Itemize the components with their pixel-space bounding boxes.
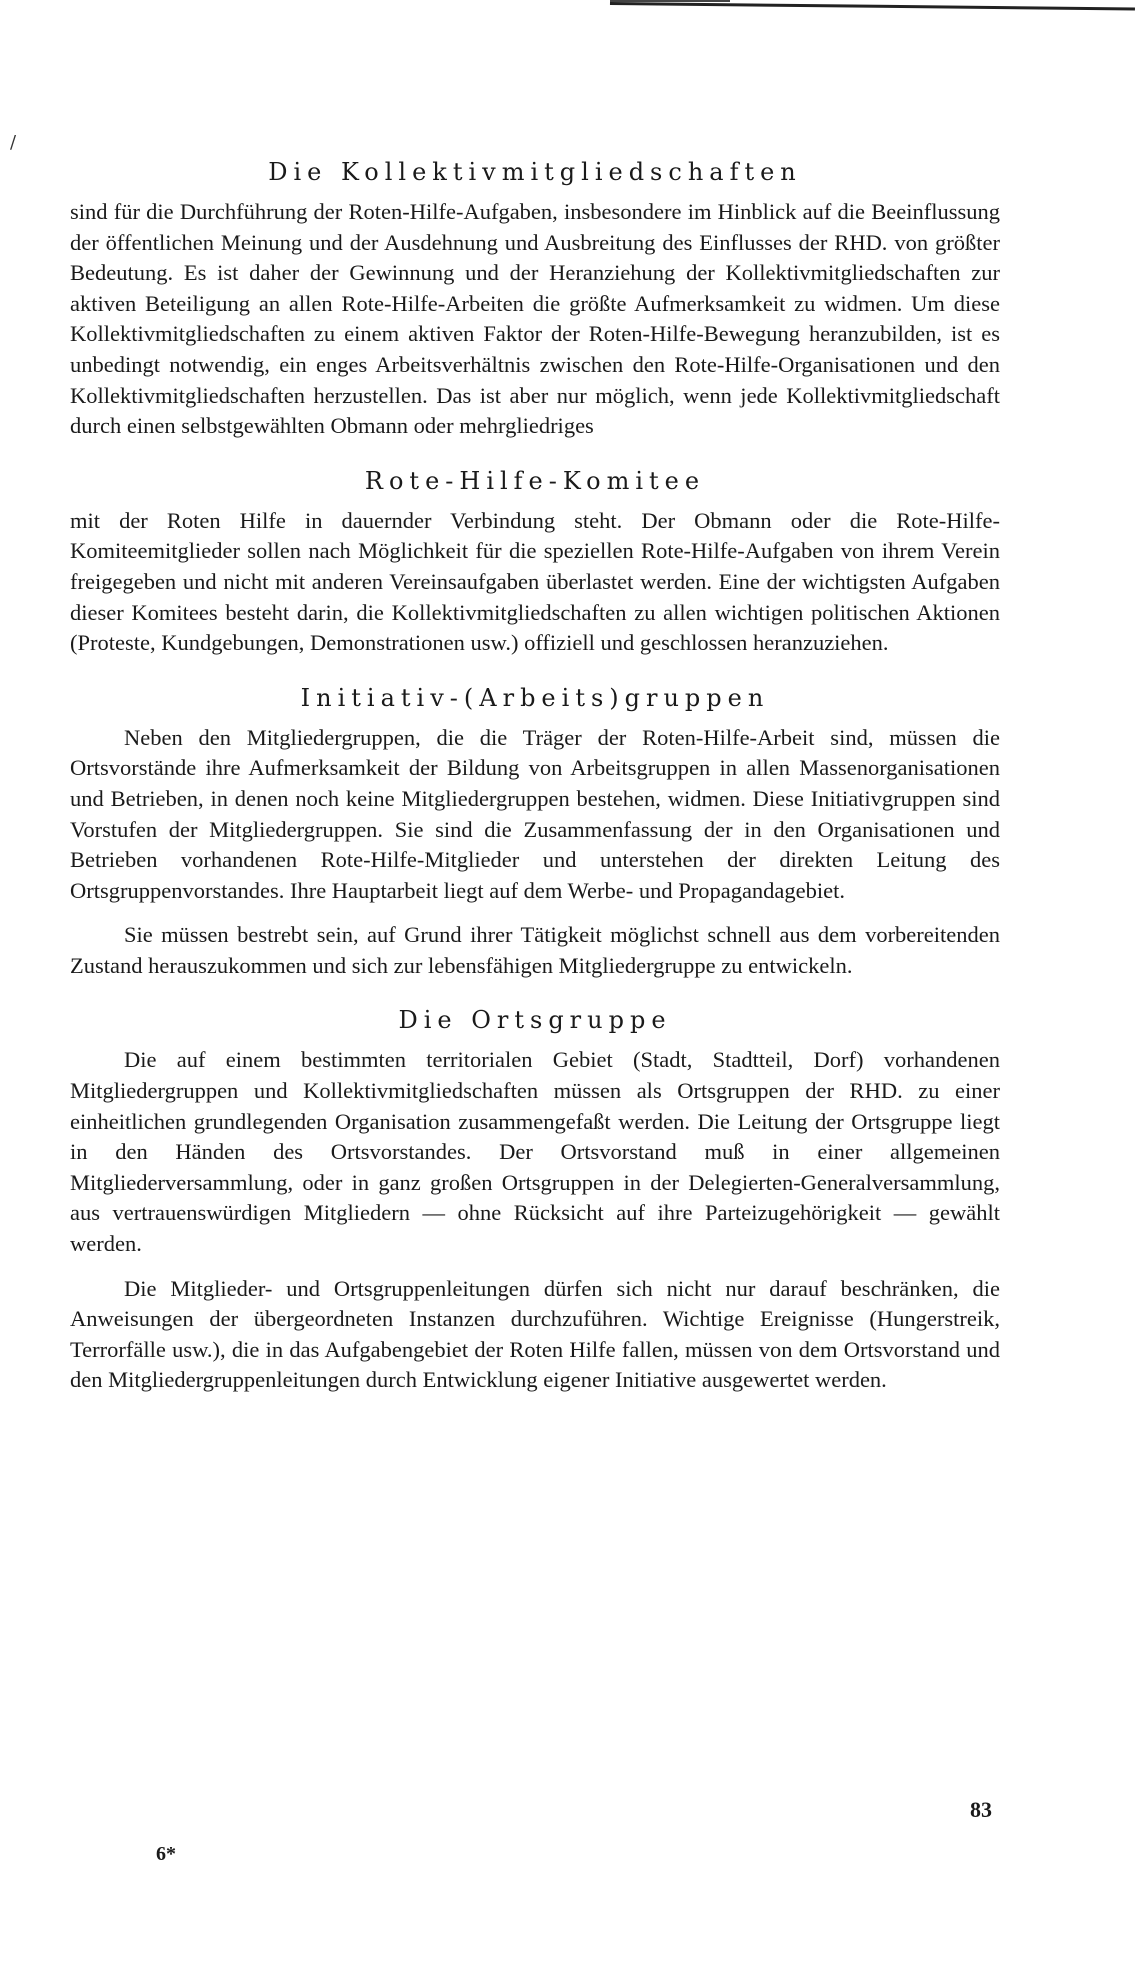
document-body — [70, 155, 1000, 1396]
section-heading-kollektivmitgliedschaften: Die Kollektivmitgliedschaften — [268, 158, 802, 186]
paragraph: Neben den Mitgliedergruppen, die die Träger der Roten-Hilfe-Arbeit sind, müssen die Ortsvorstände ihre Aufmerksamkeit der Bildung von Arbeitsgruppen in allen Massenorganisationen und Betrieben, in denen noch keine Mitgliedergruppen bestehen, widmen. Diese Initiativgruppen sind Vorstufen der Mitgliedergruppen. Sie sind die Zusammenfassung der in den Organisationen und Betrieben vorhandenen Rote-Hilfe-Mitglieder und unterstehen der direkten Leitung des Ortsgruppenvorstandes. Ihre Hauptarbeit liegt auf dem Werbe- und Propagandagebiet. — [70, 724, 1000, 903]
section-heading-initiativgruppen: Initiativ-(Arbeits)gruppen — [300, 683, 770, 712]
paragraph: sind für die Durchführung der Roten-Hilfe-Aufgaben, insbesondere im Hinblick auf die Beeinflussung der öffentlichen Meinung und der Ausdehnung und Ausbreitung des Einflusses der RHD. von größter Bedeutung. Es ist daher der Gewinnung und der Heranziehung der Kollektivmitgliedschaften zur aktiven Beteiligung an allen Rote-Hilfe-Arbeiten die größte Aufmerksamkeit zu widmen. Um diese Kollektivmitgliedschaften zu einem aktiven Faktor der Roten-Hilfe-Bewegung heranzubilden, ist es unbedingt notwendig, ein enges Arbeitsverhältnis zwischen den Rote-Hilfe-Organisationen und den Kollektivmitgliedschaften herzustellen. Das ist aber nur möglich, wenn jede Kollektivmitgliedschaft durch einen selbstgewählten Obmann oder mehrgliedriges — [70, 199, 1000, 439]
section-heading-rote-hilfe-komitee: Rote-Hilfe-Komitee — [364, 466, 706, 495]
top-rule — [610, 2, 1135, 10]
page-number: 83 — [970, 1797, 992, 1822]
section-heading-ortsgruppe: Die Ortsgruppe — [398, 1006, 672, 1035]
paragraph: Die Mitglieder- und Ortsgruppenleitungen dürfen sich nicht nur darauf beschränken, die Anweisungen der übergeordneten Instanzen durchzuführen. Wichtige Ereignisse (Hungerstreik, Terrorfälle usw.), die in das Aufgabengebiet der Roten Hilfe fallen, müssen von dem Ortsvorstand und den Mitgliedergruppenleitungen durch Entwicklung eigener Initiative ausgewertet werden. — [70, 1275, 1000, 1393]
paragraph: Sie müssen bestrebt sein, auf Grund ihrer Tätigkeit möglichst schnell aus dem vorbereitenden Zustand herauszukommen und sich zur lebensfähigen Mitgliedergruppe zu entwickeln. — [70, 922, 1000, 978]
signature-mark: 6* — [156, 1843, 176, 1865]
paragraph: mit der Roten Hilfe in dauernder Verbindung steht. Der Obmann oder die Rote-Hilfe-Komiteemitglieder sollen nach Möglichkeit für die speziellen Rote-Hilfe-Aufgaben von ihrem Verein freigegeben und nicht mit anderen Vereinsaufgaben überlastet werden. Eine der wichtigsten Aufgaben dieser Komitees besteht darin, die Kollektivmitgliedschaften zu allen wichtigen politischen Aktionen (Proteste, Kundgebungen, Demonstrationen usw.) offiziell und geschlossen heranzuziehen. — [70, 507, 1000, 656]
paragraph: Die auf einem bestimmten territorialen Gebiet (Stadt, Stadtteil, Dorf) vorhandenen Mitgliedergruppen und Kollektivmitgliedschaften müssen als Ortsgruppen der RHD. zu einer einheitlichen grundlegenden Organisation zusammengefaßt werden. Die Leitung der Ortsgruppe liegt in den Händen des Ortsvorstandes. Der Ortsvorstand muß in einer allgemeinen Mitgliederversammlung, oder in ganz großen Ortsgruppen in der Delegierten-Generalversammlung, aus vertrauenswürdigen Mitgliedern — ohne Rücksicht auf ihre Parteizugehörigkeit — gewählt werden. — [70, 1047, 1000, 1257]
margin-mark: / — [10, 132, 17, 153]
